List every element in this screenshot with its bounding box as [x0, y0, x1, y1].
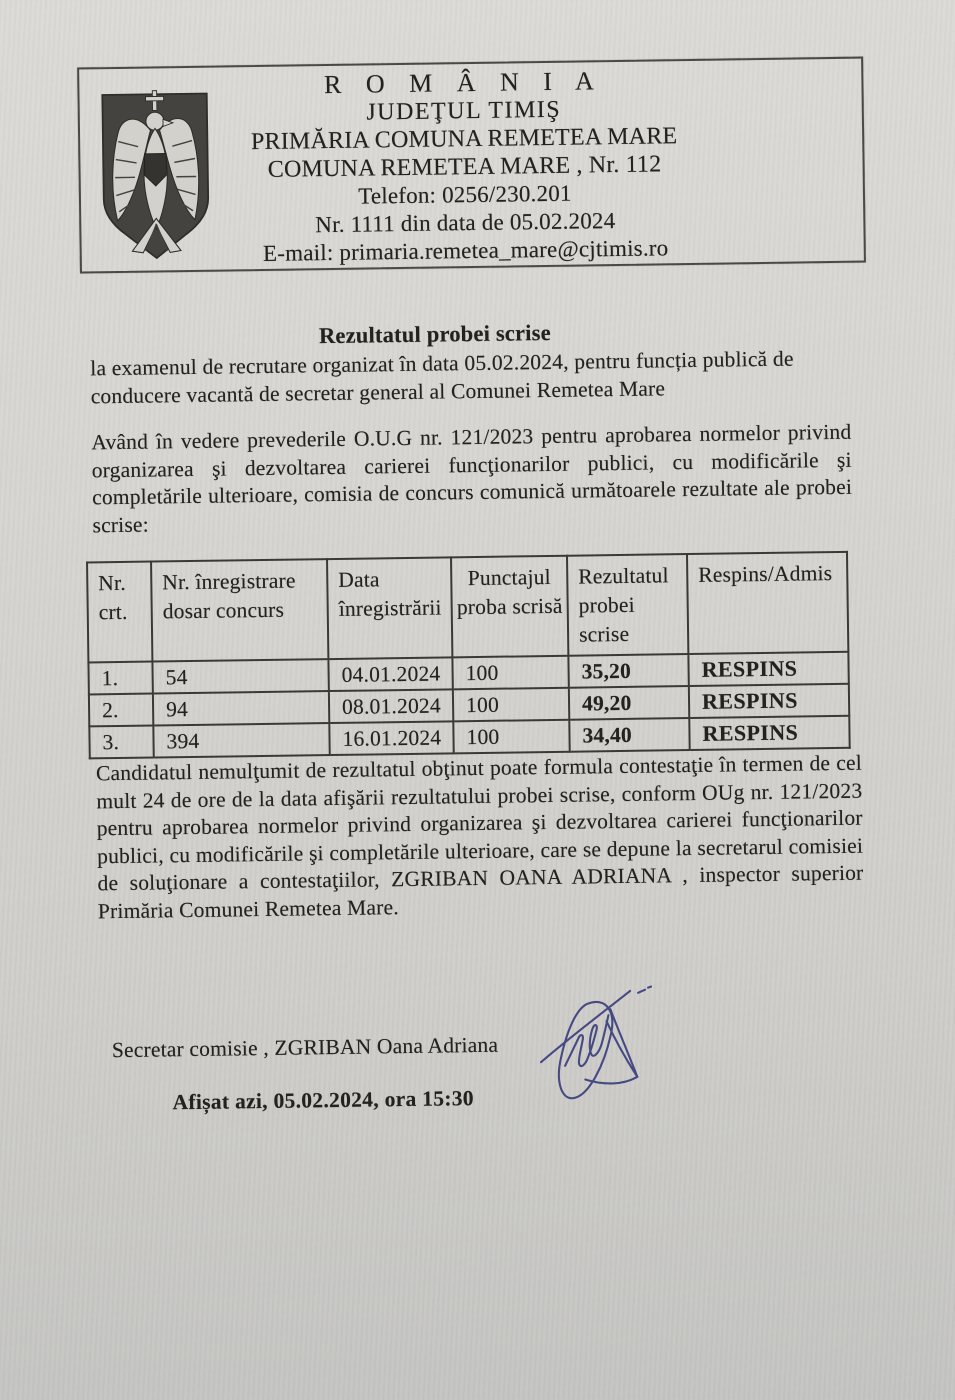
cell-nr: 1.: [88, 662, 152, 695]
cell-dosar: 394: [153, 723, 329, 757]
cell-rezultat: 49,20: [569, 686, 689, 720]
handwritten-signature: [526, 972, 678, 1119]
results-table: [86, 551, 851, 760]
cell-nr: 3.: [89, 726, 153, 759]
document-title: Rezultatul probei scrise: [318, 319, 551, 349]
cell-status: RESPINS: [689, 684, 849, 718]
letterhead-registration: Nr. 1111 din data de 05.02.2024: [315, 208, 616, 238]
cell-punctaj: 100: [453, 720, 569, 754]
secretary-line: Secretar comisie , ZGRIBAN Oana Adriana: [111, 1032, 499, 1063]
cell-data: 08.01.2024: [329, 689, 453, 723]
letterhead-institution: PRIMĂRIA COMUNA REMETEA MARE: [250, 123, 678, 156]
letterhead-county: JUDEŢUL TIMIŞ: [366, 96, 562, 126]
cell-status: RESPINS: [688, 652, 848, 686]
col-header-nr-crt: Nr. crt.: [87, 562, 152, 663]
letterhead-box: [77, 57, 866, 274]
letterhead-email: E-mail: primaria.remetea_mare@cjtimis.ro: [262, 235, 669, 266]
cell-punctaj: 100: [453, 688, 569, 722]
paragraph-contestation: Candidatul nemulţumit de rezultatul obţinut poate formula contestaţie în termen de cel mult 24 de ore de la data afişării rezultatului probei scrise, conform OUg nr. 121/2023 pentru aprobarea normelor privind organizarea şi dezvoltarea carierei funcţionarilor publici, cu modificările şi completările ulterioare, care se depune la secretarul comisiei de soluţionare a contestaţiilor, ZGRIBAN OANA ADRIANA , inspector superior Primăria Comunei Remetea Mare.: [95, 750, 864, 924]
cell-dosar: 54: [152, 659, 328, 693]
col-header-status: Respins/Admis: [687, 552, 848, 654]
cell-data: 16.01.2024: [329, 721, 453, 755]
cell-nr: 2.: [89, 694, 153, 727]
cell-status: RESPINS: [689, 716, 849, 750]
cell-rezultat: 35,20: [568, 654, 688, 688]
letterhead-phone: Telefon: 0256/230.201: [358, 180, 572, 209]
paragraph-legal-basis: Având în vedere prevederile O.U.G nr. 121/2023 pentru aprobarea normelor privind organizarea şi dezvoltarea carierei funcţionarilor publici, cu modificările şi completările ulterioare, comisia de concurs comunică următoarele rezultate ale probei scrise:: [91, 419, 853, 538]
cell-data: 04.01.2024: [328, 657, 452, 691]
table-header-row: [87, 552, 848, 663]
col-header-data: Data înregistrării: [327, 557, 452, 659]
paragraph-intro: la examenul de recrutare organizat în data 05.02.2024, pentru funcția publică de conducere vacantă de secretar general al Comunei Remetea Mare: [90, 346, 794, 408]
letterhead-text: [139, 65, 790, 270]
posted-date-line: Afișat azi, 05.02.2024, ora 15:30: [172, 1086, 475, 1115]
cell-dosar: 94: [153, 691, 329, 725]
letterhead-country: R O M Â N I A: [323, 66, 603, 100]
col-header-rezultat: Rezultatul probei scrise: [567, 554, 688, 656]
cell-punctaj: 100: [452, 656, 568, 690]
col-header-punctaj: Punctajul proba scrisă: [451, 556, 568, 658]
col-header-dosar: Nr. înregistrare dosar concurs: [151, 559, 328, 661]
letterhead-address: COMUNA REMETEA MARE , Nr. 112: [267, 151, 662, 183]
cell-rezultat: 34,40: [569, 718, 689, 752]
